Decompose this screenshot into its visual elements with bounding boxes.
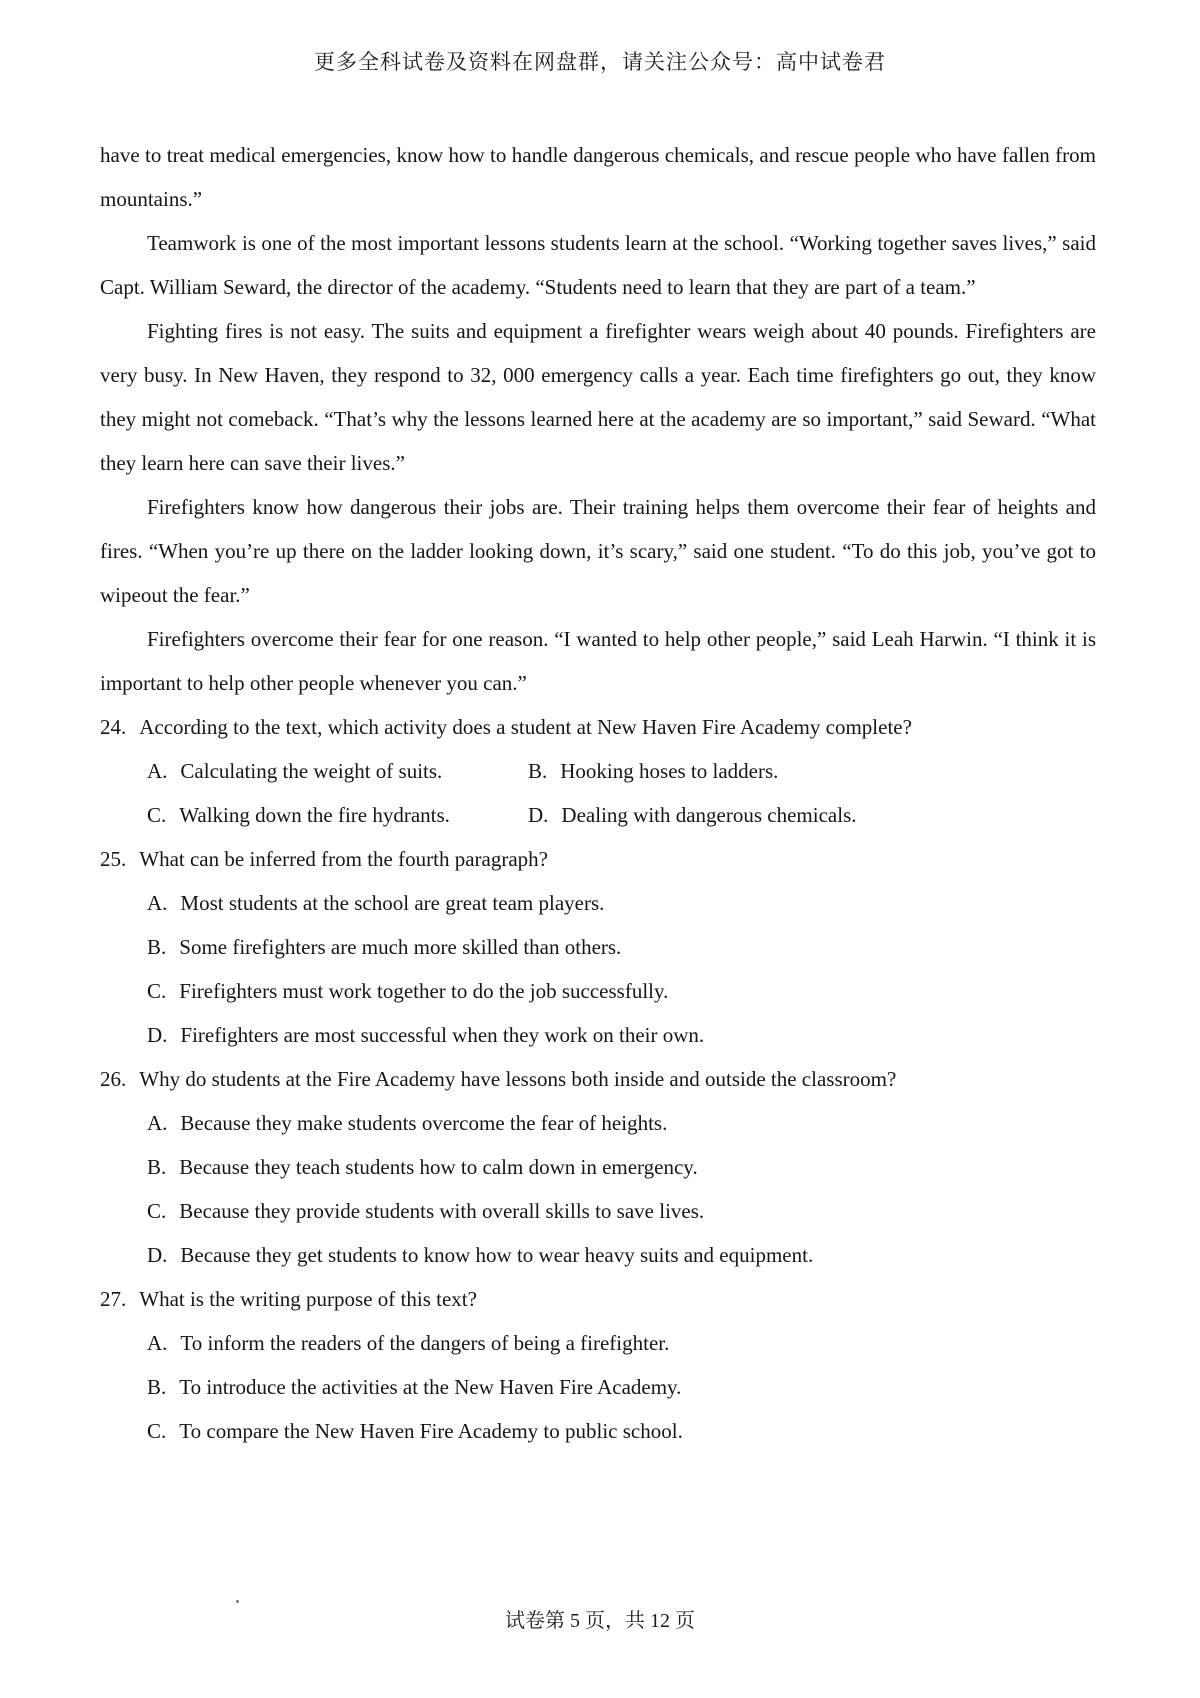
option-label: D. xyxy=(528,803,549,827)
option-A xyxy=(100,1101,1096,1145)
header-notice: 更多全科试卷及资料在网盘群，请关注公众号：高中试卷君 xyxy=(314,50,886,74)
question-26 xyxy=(100,1057,1096,1277)
question-text: What can be inferred from the fourth paragraph? xyxy=(139,847,548,871)
options xyxy=(100,881,1096,1057)
option-C xyxy=(147,793,528,837)
option-D xyxy=(528,793,1096,837)
passage-paragraph: have to treat medical emergencies, know how to handle dangerous chemicals, and rescue people who have fallen from mountains.” xyxy=(100,143,1096,211)
option-label: A. xyxy=(147,891,168,915)
option-text: Most students at the school are great team players. xyxy=(180,891,605,915)
options xyxy=(100,1321,1096,1453)
option-text: Calculating the weight of suits. xyxy=(180,759,443,783)
passage-paragraph: Firefighters overcome their fear for one reason. “I wanted to help other people,” said Leah Harwin. “I think it is important to help other people whenever you can.” xyxy=(100,627,1096,695)
option-text: Dealing with dangerous chemicals. xyxy=(561,803,857,827)
option-label: A. xyxy=(147,1331,168,1355)
question-24 xyxy=(100,705,1096,837)
option-label: B. xyxy=(528,759,548,783)
option-A xyxy=(147,749,528,793)
question-stem xyxy=(100,1057,1096,1101)
question-stem xyxy=(100,1277,1096,1321)
option-D xyxy=(100,1233,1096,1277)
option-label: B. xyxy=(147,935,167,959)
option-text: To introduce the activities at the New Haven Fire Academy. xyxy=(179,1375,682,1399)
option-text: Because they make students overcome the fear of heights. xyxy=(180,1111,668,1135)
option-A xyxy=(100,1321,1096,1365)
page-footer: 试卷第 5 页，共 12 页 xyxy=(505,1610,695,1632)
option-text: Because they teach students how to calm down in emergency. xyxy=(179,1155,698,1179)
reading-passage xyxy=(100,133,1096,705)
option-label: A. xyxy=(147,1111,168,1135)
page-content xyxy=(100,133,1096,1453)
question-27 xyxy=(100,1277,1096,1453)
option-text: Some firefighters are much more skilled than others. xyxy=(179,935,622,959)
option-label: D. xyxy=(147,1243,168,1267)
options xyxy=(100,1101,1096,1277)
option-label: C. xyxy=(147,979,167,1003)
stray-mark xyxy=(236,1600,239,1603)
question-25 xyxy=(100,837,1096,1057)
option-label: B. xyxy=(147,1155,167,1179)
question-number: 25. xyxy=(100,847,127,871)
question-stem xyxy=(100,837,1096,881)
option-text: Walking down the fire hydrants. xyxy=(179,803,450,827)
option-text: Hooking hoses to ladders. xyxy=(560,759,779,783)
option-B xyxy=(100,1145,1096,1189)
questions-section xyxy=(100,705,1096,1453)
option-D xyxy=(100,1013,1096,1057)
question-stem xyxy=(100,705,1096,749)
option-text: To compare the New Haven Fire Academy to public school. xyxy=(179,1419,683,1443)
option-C xyxy=(100,1189,1096,1233)
passage-paragraph: Fighting fires is not easy. The suits and equipment a firefighter wears weigh about 40 pounds. Firefighters are very busy. In New Haven, they respond to 32, 000 emergency calls a year. Each time firefighters go out, they know they might not comeback. “That’s why the lessons learned here at the academy are so important,” said Seward. “What they learn here can save their lives.” xyxy=(100,319,1096,475)
option-A xyxy=(100,881,1096,925)
question-number: 24. xyxy=(100,715,127,739)
option-C xyxy=(100,1409,1096,1453)
option-C xyxy=(100,969,1096,1013)
options xyxy=(100,749,1096,837)
question-number: 26. xyxy=(100,1067,127,1091)
question-text: What is the writing purpose of this text? xyxy=(139,1287,477,1311)
option-label: C. xyxy=(147,1199,167,1223)
option-label: C. xyxy=(147,803,167,827)
option-label: A. xyxy=(147,759,168,783)
option-text: Because they provide students with overall skills to save lives. xyxy=(179,1199,705,1223)
option-B xyxy=(100,925,1096,969)
option-B xyxy=(528,749,1096,793)
option-label: D. xyxy=(147,1023,168,1047)
option-label: C. xyxy=(147,1419,167,1443)
option-text: Firefighters must work together to do the job successfully. xyxy=(179,979,669,1003)
option-text: Firefighters are most successful when they work on their own. xyxy=(180,1023,705,1047)
question-text: Why do students at the Fire Academy have lessons both inside and outside the classroom? xyxy=(139,1067,897,1091)
passage-paragraph: Teamwork is one of the most important lessons students learn at the school. “Working together saves lives,” said Capt. William Seward, the director of the academy. “Students need to learn that they are part of a team.” xyxy=(100,231,1096,299)
question-text: According to the text, which activity does a student at New Haven Fire Academy complete? xyxy=(139,715,912,739)
question-number: 27. xyxy=(100,1287,127,1311)
option-label: B. xyxy=(147,1375,167,1399)
option-text: To inform the readers of the dangers of being a firefighter. xyxy=(180,1331,670,1355)
option-B xyxy=(100,1365,1096,1409)
option-text: Because they get students to know how to wear heavy suits and equipment. xyxy=(180,1243,814,1267)
passage-paragraph: Firefighters know how dangerous their jobs are. Their training helps them overcome their fear of heights and fires. “When you’re up there on the ladder looking down, it’s scary,” said one student. “To do this job, you’ve got to wipeout the fear.” xyxy=(100,495,1096,607)
